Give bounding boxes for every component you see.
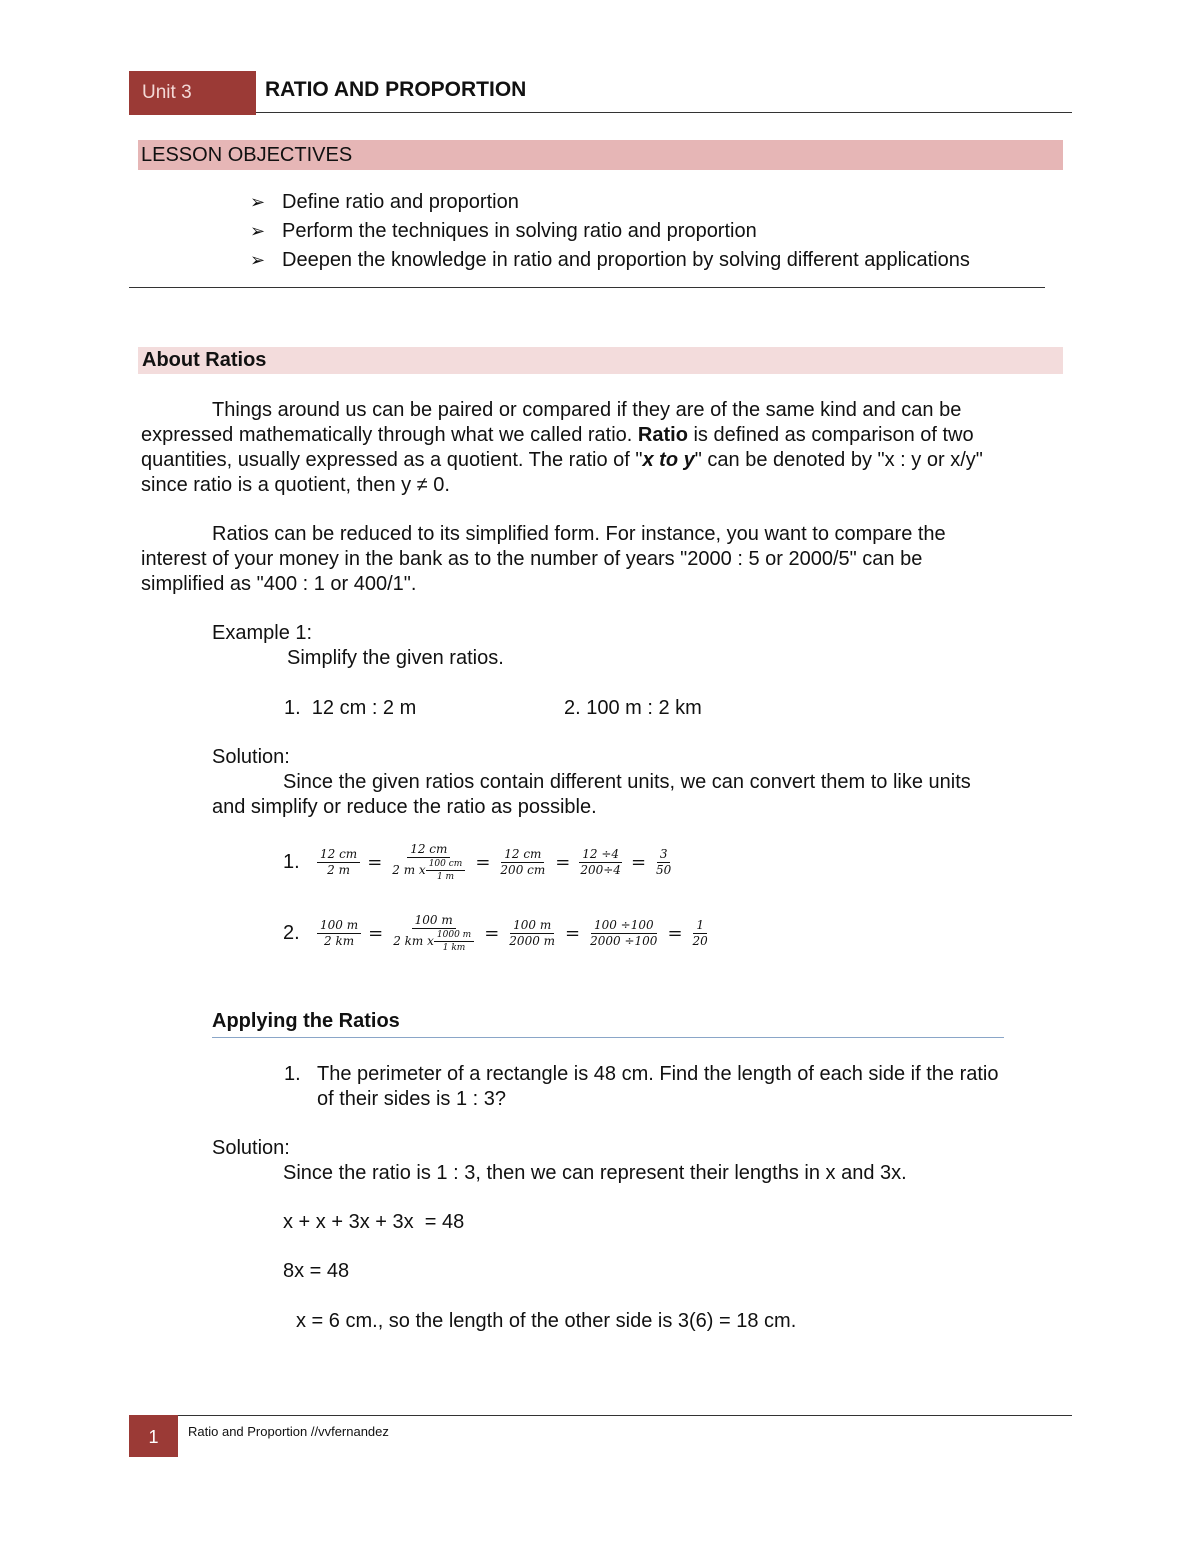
fraction: $\frac{1}{20}$ [692,918,708,948]
footer-divider [129,1415,1072,1416]
fraction: $\frac{12 cm}{2 m}$ [317,848,360,877]
applying-heading: Applying the Ratios [212,1010,400,1032]
fraction: 12 cm 2 m x $\frac{100 cm}{1 m}$ [389,843,468,882]
fraction: $\frac{3}{50}$ [656,847,672,877]
equation-3: x = 6 cm., so the length of the other side is 3(6) = 18 cm. [296,1310,797,1332]
page-number: 1 [129,1415,178,1457]
about-paragraph-2: Ratios can be reduced to its simplified form. For instance, you want to compare the interest of your money in the bank as to the number of years "2000 : 5 or 2000/5" can be simplified as "400 : 1 or 400/1". [141,523,946,595]
about-heading: About Ratios [138,347,1063,374]
fraction: $\frac{12 cm}{200 cm}$ [500,847,546,877]
solution-text: Since the given ratios contain different units, we can convert them to like units and simplify or reduce the ratio as possible. [212,771,971,818]
objective-item: ➢ Perform the techniques in solving ratio and proportion [250,217,970,246]
example-item-1: 1. 12 cm : 2 m [284,697,417,719]
objective-item: ➢ Deepen the knowledge in ratio and proportion by solving different applications [250,246,970,275]
example-instruction: Simplify the given ratios. [287,647,504,669]
fraction: $\frac{100 m}{2 km}$ [317,919,361,948]
objectives-heading: LESSON OBJECTIVES [138,140,1063,170]
objective-item: ➢ Define ratio and proportion [250,188,970,217]
unit-label: Unit 3 [129,71,256,115]
arrow-bullet-icon: ➢ [250,192,266,212]
example-item-2: 2. 100 m : 2 km [564,697,702,719]
equation-2: 8x = 48 [283,1260,350,1282]
arrow-bullet-icon: ➢ [250,221,266,241]
math-row-1: 1. $\frac{12 cm}{2 m}$ = 12 cm 2 m x $\frac{100 cm}{1 m}$ = $\frac{12 cm}{200 cm}$ = $\frac{12 \div 4}{200\div 4}$ = $\frac{3}{50}$ [283,843,674,882]
problem-text: The perimeter of a rectangle is 48 cm. Find the length of each side if the ratio of their sides is 1 : 3? [317,1063,999,1110]
objectives-list [250,188,970,275]
fraction: $\frac{12 \div 4}{200\div 4}$ [580,847,621,877]
footer-text: Ratio and Proportion //vvfernandez [188,1424,389,1439]
applying-solution-line-1: Since the ratio is 1 : 3, then we can represent their lengths in x and 3x. [283,1162,907,1184]
math-row-2: 2. $\frac{100 m}{2 km}$ = 100 m 2 km x $\frac{1000 m}{1 km}$ = $\frac{100 m}{2000 m}$ = $\frac{100 \div 100}{2000 \div 100}$ = $\frac{1}{20}$ [283,914,711,953]
about-paragraph-1: Things around us can be paired or compared if they are of the same kind and can be expressed mathematically through what we called ratio. Ratio is defined as comparison of two quantities, usually expressed as a quotient. The ratio of "x to y" can be denoted by "x : y or x/y" since ratio is a quotient, then y ≠ 0. [141,399,983,496]
fraction: $\frac{100 m}{2000 m}$ [509,918,556,948]
applying-divider [212,1037,1004,1038]
example-label: Example 1: [212,622,313,644]
fraction: 100 m 2 km x $\frac{1000 m}{1 km}$ [390,914,477,953]
solution-label: Solution: [212,746,290,768]
equation-1: x + x + 3x + 3x = 48 [283,1211,465,1233]
arrow-bullet-icon: ➢ [250,250,266,270]
fraction: $\frac{100 \div 100}{2000 \div 100}$ [590,918,658,948]
page-title: RATIO AND PROPORTION [265,78,527,101]
section-divider [129,287,1045,288]
applying-solution-label: Solution: [212,1137,290,1159]
header-divider [256,112,1072,113]
problem-number: 1. [284,1063,301,1085]
